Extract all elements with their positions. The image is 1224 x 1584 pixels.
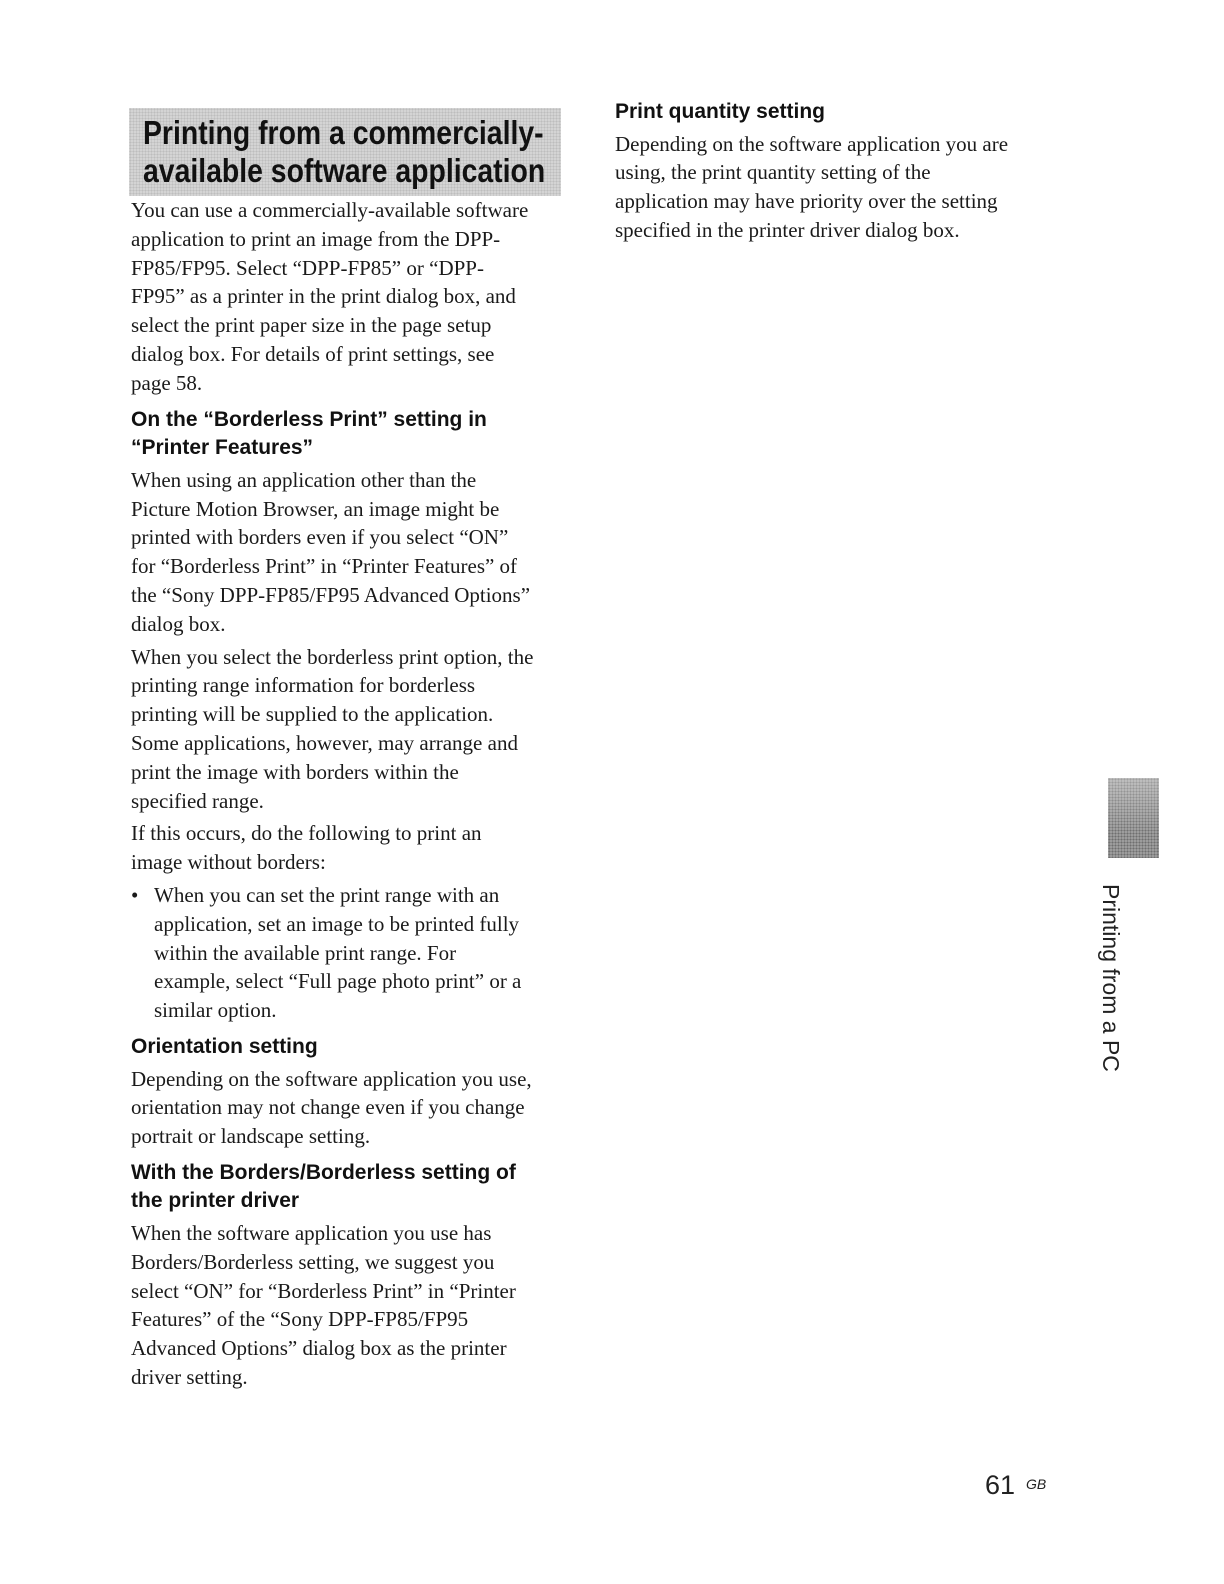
section-title-line-2: available software application bbox=[143, 152, 546, 189]
text-line: Advanced Options” dialog box as the printer bbox=[131, 1336, 507, 1361]
text-line: application to print an image from the DPP- bbox=[131, 226, 501, 251]
text-line: within the available print range. For bbox=[154, 940, 457, 965]
quantity-heading bbox=[615, 98, 1055, 127]
page-language-code: GB bbox=[1026, 1476, 1047, 1492]
bullet-dot: • bbox=[131, 882, 139, 907]
intro-paragraph bbox=[131, 196, 571, 398]
text-line: Picture Motion Browser, an image might be bbox=[131, 496, 500, 521]
section-title-line-1: Printing from a commercially- bbox=[143, 114, 544, 151]
text-line: using, the print quantity setting of the bbox=[615, 160, 931, 185]
quantity-paragraph bbox=[615, 130, 1055, 245]
text-line: FP95” as a printer in the print dialog box, and bbox=[131, 284, 516, 309]
text-line: When using an application other than the bbox=[131, 467, 477, 492]
text-line: printing will be supplied to the application. bbox=[131, 702, 494, 727]
borders-driver-paragraph bbox=[131, 1219, 571, 1392]
text-line: print the image with borders within the bbox=[131, 759, 459, 784]
borderless-paragraph-3 bbox=[131, 819, 571, 877]
text-line: select “ON” for “Borderless Print” in “Printer bbox=[131, 1278, 516, 1303]
heading-line: On the “Borderless Print” setting in bbox=[131, 407, 487, 431]
text-line: Depending on the software application you use, bbox=[131, 1066, 532, 1091]
borders-driver-heading bbox=[131, 1159, 571, 1216]
text-line: application may have priority over the setting bbox=[615, 189, 998, 214]
text-line: Depending on the software application you are bbox=[615, 131, 1009, 156]
text-line: portrait or landscape setting. bbox=[131, 1124, 371, 1149]
text-line: driver setting. bbox=[131, 1365, 248, 1390]
text-line: When you select the borderless print option, the bbox=[131, 644, 534, 669]
text-line: FP85/FP95. Select “DPP-FP85” or “DPP- bbox=[131, 255, 484, 280]
text-line: specified in the printer driver dialog box. bbox=[615, 217, 960, 242]
text-line: printing range information for borderless bbox=[131, 673, 476, 698]
text-line: Borders/Borderless setting, we suggest you bbox=[131, 1249, 495, 1274]
text-line: select the print paper size in the page setup bbox=[131, 313, 492, 338]
borderless-paragraph-1 bbox=[131, 466, 571, 639]
text-line: dialog box. bbox=[131, 611, 226, 636]
text-line: specified range. bbox=[131, 788, 264, 813]
bullet-text bbox=[154, 881, 571, 1025]
heading-line: “Printer Features” bbox=[131, 436, 314, 460]
section-title-banner bbox=[129, 108, 561, 196]
borderless-paragraph-2 bbox=[131, 643, 571, 816]
text-line: image without borders: bbox=[131, 850, 326, 875]
chapter-side-label: Printing from a PC bbox=[1098, 884, 1124, 1072]
orientation-heading bbox=[131, 1033, 571, 1062]
text-line: You can use a commercially-available software bbox=[131, 198, 529, 222]
text-line: application, set an image to be printed fully bbox=[154, 911, 520, 936]
right-column bbox=[615, 98, 1055, 249]
text-line: If this occurs, do the following to print an bbox=[131, 821, 482, 846]
text-line: When you can set the print range with an bbox=[154, 882, 500, 907]
heading-line: With the Borders/Borderless setting of bbox=[131, 1160, 516, 1184]
text-line: for “Borderless Print” in “Printer Features” of bbox=[131, 554, 518, 579]
text-line: dialog box. For details of print settings, see bbox=[131, 341, 495, 366]
text-line: the “Sony DPP-FP85/FP95 Advanced Options” bbox=[131, 582, 531, 607]
text-line: Some applications, however, may arrange and bbox=[131, 730, 518, 755]
text-line: similar option. bbox=[154, 998, 277, 1023]
text-line: printed with borders even if you select “ON” bbox=[131, 525, 509, 550]
text-line: example, select “Full page photo print” or a bbox=[154, 969, 522, 994]
page-number: 61 bbox=[985, 1470, 1016, 1500]
borderless-heading bbox=[131, 406, 571, 463]
heading-line: Orientation setting bbox=[131, 1034, 318, 1058]
heading-line: Print quantity setting bbox=[615, 100, 825, 123]
bullet-item bbox=[131, 881, 571, 1025]
heading-line: the printer driver bbox=[131, 1189, 300, 1213]
text-line: orientation may not change even if you change bbox=[131, 1095, 525, 1120]
text-line: Features” of the “Sony DPP-FP85/FP95 bbox=[131, 1307, 469, 1332]
text-line: page 58. bbox=[131, 370, 203, 395]
text-line: When the software application you use has bbox=[131, 1221, 492, 1246]
orientation-paragraph bbox=[131, 1065, 571, 1151]
left-column bbox=[131, 108, 571, 1396]
chapter-tab-marker bbox=[1108, 778, 1159, 858]
